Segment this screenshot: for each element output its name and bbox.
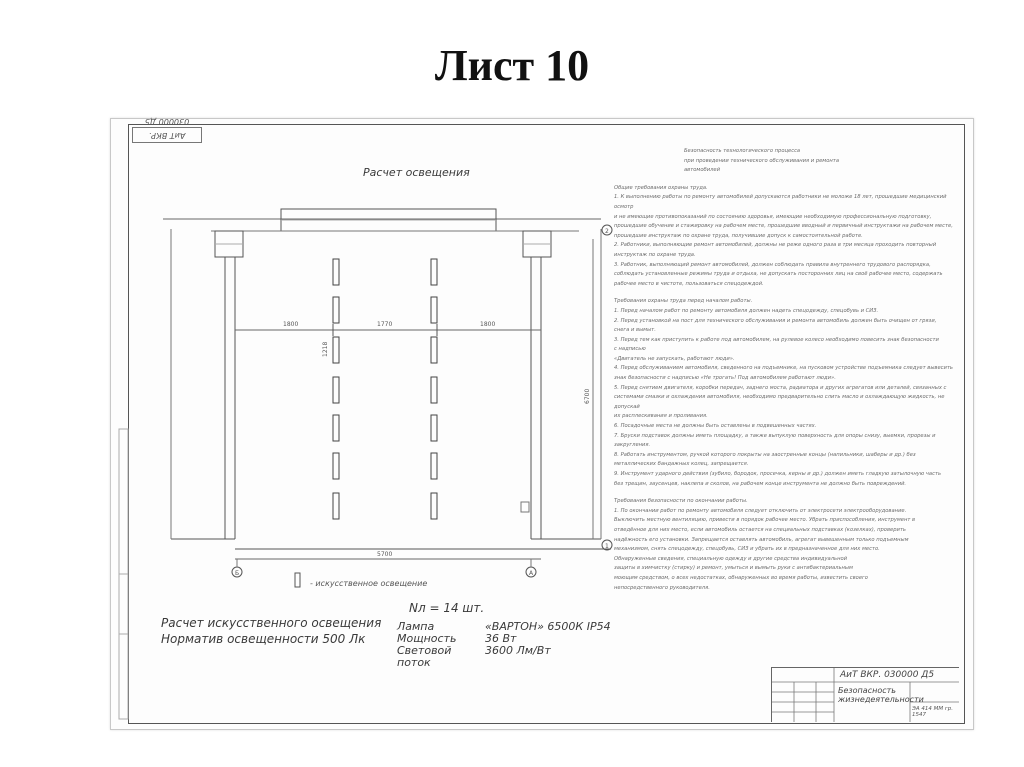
- notes-heading: [614, 147, 954, 176]
- notes-line: снега и вымыт.: [614, 327, 656, 334]
- lamp: [431, 415, 437, 441]
- notes-line: моющим средством, о всех недостатках, обнаруженных во время работы, известить своего: [614, 574, 868, 581]
- spec-value: 36 Вт: [485, 632, 517, 645]
- axis-mark: А: [529, 570, 534, 577]
- notes-line: механизмом, снять спецодежду, спецобувь, СИЗ и убрать их в предназначенное для них место.: [614, 546, 880, 553]
- notes-line: Требования охраны труда перед началом работы.: [614, 298, 753, 305]
- title-block-code: АиТ ВКР. 030000 Д5: [840, 670, 935, 680]
- lamp: [431, 297, 437, 323]
- calc-title: Расчет искусственного освещения: [161, 616, 382, 630]
- lamp: [333, 415, 339, 441]
- lamp: [431, 259, 437, 285]
- plan-title: Расчет освещения: [363, 166, 470, 179]
- notes-line: 6. Посадочные места не должны быть оставлены в подвешенных частях.: [614, 423, 817, 430]
- notes-line: соблюдать установленные режимы труда и отдыха, не допускать посторонних лиц на своё рабочее место, содержать: [614, 271, 943, 278]
- spec-value: 3600 Лм/Вт: [485, 644, 551, 657]
- calc-norm: Норматив освещенности 500 Лк: [161, 632, 366, 646]
- notes-line: «Двигатель не запускать, работают люди».: [614, 355, 735, 362]
- notes-line: 1. По окончании работ по ремонту автомобиля следует отключить от электросети электрооборудование.: [614, 507, 907, 514]
- axis-mark: Б: [235, 570, 240, 577]
- notes-line: Выключить местную вентиляцию, привести в порядок рабочее место. Убрать приспособления, инструмент в: [614, 517, 916, 524]
- notes-line: отведённое для них место, если автомобиль остается на специальных подставках (козелках), проверить: [614, 526, 906, 533]
- title-block-name-line: Безопасность: [838, 686, 896, 695]
- notes-line: [614, 289, 954, 297]
- title-block-name-line: жизнедеятельности: [838, 695, 924, 704]
- lamp: [333, 337, 339, 363]
- lamp: [333, 453, 339, 479]
- notes-line: 5. Перед снятием двигателя, коробки передач, заднего моста, радиатора и других агрегатов или деталей, связанных с: [614, 384, 947, 391]
- notes-line: 8. Работать инструментом, ручкой которого покрыты на заостренные концы (напильники, шаберы и др.) без: [614, 451, 916, 458]
- notes-line: надёжность его установки. Запрещается оставлять автомобиль, агрегат вывешенным только подъемным: [614, 536, 909, 543]
- notes-body: [614, 184, 954, 593]
- dim-total: 5700: [377, 551, 393, 558]
- lamp: [333, 493, 339, 519]
- lamp: [333, 259, 339, 285]
- notes-line: прошедшие обучение и стажировку на рабочем месте, прошедшие вводный и первичный инструктажи на рабочем месте,: [614, 223, 953, 230]
- lamp-count: Nл = 14 шт.: [409, 601, 485, 615]
- notes-line: [614, 489, 954, 497]
- notes-line: Обнаруженные сведения, специальную одежду и другие средства индивидуальной: [614, 555, 848, 562]
- slide-title: Лист 10: [434, 41, 590, 90]
- notes-heading-line: при проведении технического обслуживания и ремонта: [684, 157, 839, 164]
- notes-line: Общие требования охраны труда.: [614, 184, 708, 191]
- stamp-code: АиТ ВКР. 030000 Д5: [132, 127, 202, 143]
- title-block: [771, 667, 959, 722]
- spec-value: «ВАРТОН» 6500К IP54: [485, 620, 611, 633]
- notes-line: 1. К выполнению работы по ремонту автомобилей допускаются работники не моложе 18 лет, прошедшие медицинский осмотр: [614, 194, 947, 210]
- dim-right: 1800: [480, 321, 496, 328]
- dim-lamp: 1218: [322, 341, 329, 357]
- notes-heading-line: автомобилей: [684, 167, 720, 174]
- notes-line: 3. Перед тем как приступить к работе под автомобилем, на рулевое колесо необходимо повесить знак безопасности: [614, 336, 939, 343]
- notes-line: 4. Перед обслуживанием автомобиля, сведенного на подъемнике, на пусковом устройстве подъемника следует вывесить: [614, 365, 953, 372]
- dim-mid: 1770: [377, 321, 393, 328]
- notes-line: 2. Перед установкой на пост для технического обслуживания и ремонта автомобиль должен быть очищен от грязи,: [614, 317, 937, 324]
- lamp: [333, 297, 339, 323]
- lamp: [431, 337, 437, 363]
- notes-heading-line: Безопасность технологического процесса: [684, 148, 801, 154]
- notes-line: Требования безопасности по окончании работы.: [614, 498, 748, 505]
- notes-line: инструктаж по охране труда.: [614, 251, 696, 258]
- axis-mark: 2: [605, 228, 609, 235]
- lamp: [431, 493, 437, 519]
- notes-line: защиты в химчистку (стирку) и ремонт, умыться и вымыть руки с антибактериальным: [614, 565, 853, 572]
- title-block-group: ЭА 414 ММ гр. 1547: [912, 706, 953, 718]
- notes-line: прошедшие инструктаж по охране труда, получившие допуск к самостоятельной работе.: [614, 232, 863, 239]
- drawing-sheet: [110, 118, 974, 730]
- notes-line: металлических бандажных колец, запрещается.: [614, 461, 749, 468]
- lamp: [431, 377, 437, 403]
- dim-height: 6700: [584, 388, 591, 404]
- spec-key: Лампа: [397, 620, 435, 633]
- notes-line: знак безопасности с надписью «Не трогать! Под автомобилем работают люди».: [614, 375, 836, 382]
- notes-line: системами смазки и охлаждения автомобиля, необходимо предварительно слить масло и охлаждающую жидкость, не допускай: [614, 394, 945, 410]
- lamp: [333, 377, 339, 403]
- title-block-name: [838, 686, 924, 704]
- spec-key: Мощность: [397, 632, 457, 645]
- spec-key: Световой поток: [397, 644, 452, 669]
- spec-row: [397, 645, 627, 669]
- notes-line: с надписью: [614, 346, 646, 353]
- notes-line: 9. Инструмент ударного действия (зубило, бородок, просечка, керны и др.) должен иметь гладкую затылочную часть: [614, 471, 942, 477]
- notes-line: без трещин, заусенцев, наклепа и сколов, на рабочем конце инструмента не должно быть повреждений.: [614, 480, 907, 487]
- lamp-group: [333, 259, 437, 519]
- notes-line: 3. Работник, выполняющий ремонт автомобилей, должен соблюдать правила внутреннего трудового распорядка,: [614, 261, 931, 268]
- safety-notes: [614, 147, 954, 593]
- legend-text: - искусственное освещение: [310, 579, 428, 588]
- notes-line: 2. Работники, выполняющие ремонт автомобилей, должны не реже одного раза в три месяца проходить повторный: [614, 242, 937, 249]
- axis-mark: 1: [605, 543, 609, 550]
- notes-line: рабочее место в чистоте, пользоваться спецодеждой.: [614, 280, 764, 287]
- notes-line: непосредственного руководителя.: [614, 584, 710, 591]
- notes-line: и не имеющие противопоказаний по состоянию здоровья, имеющие необходимую профессиональную подготовку,: [614, 213, 932, 220]
- lamp-specs: [397, 621, 627, 669]
- notes-line: их расплескивания и проливания.: [614, 413, 708, 420]
- notes-line: 7. Бруски подставок должны иметь площадку, а также выпуклую поверхность для опоры снизу, выемки, прорезы и закругления.: [614, 432, 936, 449]
- dim-left: 1800: [283, 321, 299, 328]
- lamp: [431, 453, 437, 479]
- notes-line: 1. Перед началом работ по ремонту автомобиля должен надеть спецодежду, спецобувь и СИЗ.: [614, 307, 879, 314]
